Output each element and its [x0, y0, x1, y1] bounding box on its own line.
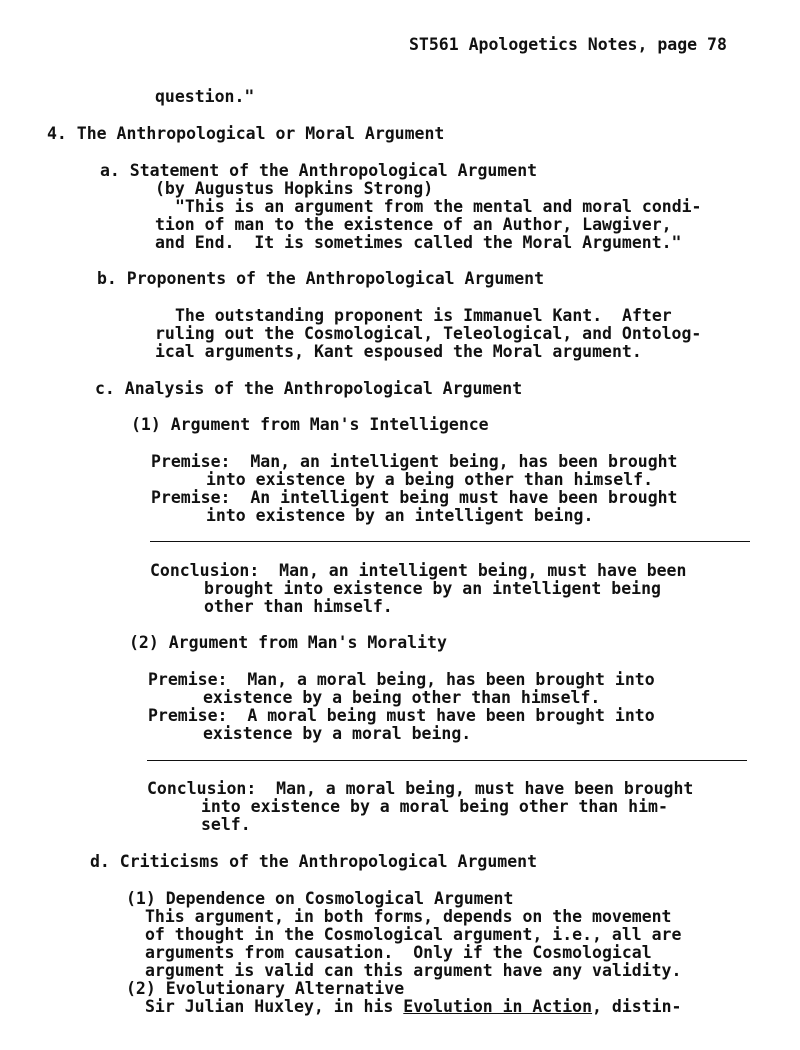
conclusion-line: Conclusion: Man, a moral being, must have been brought: [147, 779, 694, 798]
text-line: argument is valid can this argument have any validity.: [145, 961, 682, 980]
text-line: ruling out the Cosmological, Teleological, and Ontolog-: [155, 324, 702, 343]
conclusion-line: brought into existence by an intelligent being: [204, 579, 661, 598]
book-title: Evolution in Action: [403, 997, 593, 1016]
text-line: This argument, in both forms, depends on the movement: [145, 907, 672, 926]
subsection-heading: b. Proponents of the Anthropological Argument: [97, 269, 545, 288]
item-heading: (2) Evolutionary Alternative: [126, 979, 405, 998]
conclusion-line: other than himself.: [204, 597, 393, 616]
premise-line: into existence by a being other than himself.: [206, 470, 654, 489]
text-line: arguments from causation. Only if the Cosmological: [145, 943, 652, 962]
premise-line: Premise: Man, a moral being, has been brought into: [148, 670, 655, 689]
item-heading: (2) Argument from Man's Morality: [129, 633, 447, 652]
text-line: and End. It is sometimes called the Moral Argument.": [155, 233, 682, 252]
text-span: , distin-: [592, 997, 682, 1016]
text-line: "This is an argument from the mental and moral condi-: [175, 197, 702, 216]
text-line: [145, 998, 681, 1016]
conclusion-line: self.: [201, 815, 251, 834]
divider-rule: [150, 541, 750, 542]
item-heading: (1) Dependence on Cosmological Argument: [126, 889, 514, 908]
text-span: Sir Julian Huxley, in his: [145, 997, 404, 1016]
premise-line: Premise: Man, an intelligent being, has been brought: [151, 452, 678, 471]
premise-line: Premise: An intelligent being must have been brought: [151, 488, 678, 507]
text-line: tion of man to the existence of an Author, Lawgiver,: [155, 215, 672, 234]
page-header: ST561 Apologetics Notes, page 78: [409, 35, 727, 54]
section-heading: 4. The Anthropological or Moral Argument: [47, 124, 445, 143]
text-line: The outstanding proponent is Immanuel Kant. After: [175, 306, 672, 325]
subsection-heading: c. Analysis of the Anthropological Argument: [95, 379, 523, 398]
text-line: of thought in the Cosmological argument, i.e., all are: [145, 925, 682, 944]
premise-line: existence by a being other than himself.: [203, 688, 601, 707]
item-heading: (1) Argument from Man's Intelligence: [131, 415, 489, 434]
conclusion-line: into existence by a moral being other than him-: [201, 797, 668, 816]
text-line: (by Augustus Hopkins Strong): [155, 179, 434, 198]
conclusion-line: Conclusion: Man, an intelligent being, must have been: [150, 561, 687, 580]
text-line: ical arguments, Kant espoused the Moral argument.: [155, 342, 642, 361]
text-line: question.": [155, 87, 255, 106]
divider-rule: [147, 760, 747, 761]
premise-line: Premise: A moral being must have been brought into: [148, 706, 655, 725]
subsection-heading: a. Statement of the Anthropological Argument: [100, 161, 538, 180]
subsection-heading: d. Criticisms of the Anthropological Argument: [90, 852, 538, 871]
premise-line: existence by a moral being.: [203, 724, 472, 743]
premise-line: into existence by an intelligent being.: [206, 506, 594, 525]
